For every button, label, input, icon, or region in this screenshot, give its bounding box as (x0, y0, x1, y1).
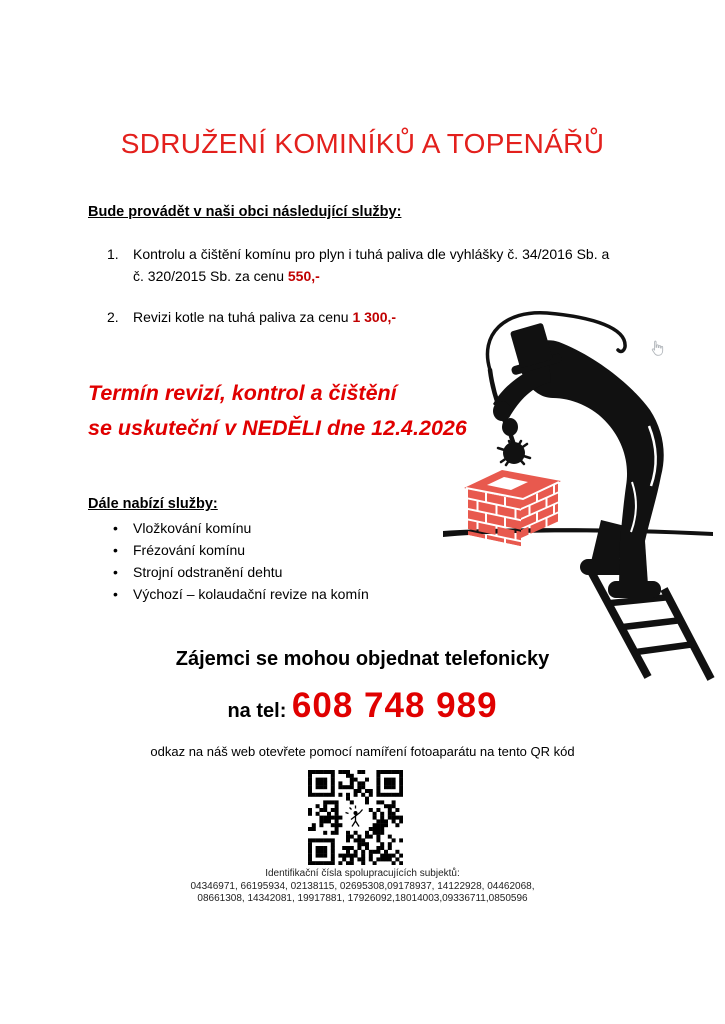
price-value: 1 300,- (352, 309, 397, 325)
item-text: Revizi kotle na tuhá paliva za cenu 1 300,- (133, 309, 397, 325)
service-item-1 (107, 243, 619, 287)
hand-cursor-icon (648, 337, 668, 361)
chimney-sweep-illustration (435, 298, 725, 683)
footer-ids (0, 868, 725, 906)
list-item (107, 539, 369, 561)
list-item-label: Frézování komínu (133, 542, 246, 558)
appointment-line-2: se uskuteční v NEDĚLI dne 12.4.2026 (88, 416, 467, 440)
bullet-icon: • (113, 542, 118, 558)
item-number: 1. (107, 246, 119, 262)
bullet-icon: • (113, 520, 118, 536)
bullet-icon: • (113, 564, 118, 580)
list-item (107, 583, 369, 605)
phone-label: na tel: (227, 700, 292, 722)
appointment-line-1: Termín revizí, kontrol a čištění (88, 381, 397, 405)
list-item-label: Vložkování komínu (133, 520, 252, 536)
page-title: SDRUŽENÍ KOMINÍKŮ A TOPENÁŘŮ (120, 128, 605, 159)
ids-header: Identifikační čísla spolupracujících subjektů: (265, 868, 460, 879)
qr-code (308, 770, 403, 865)
list-item (107, 561, 369, 583)
bullet-icon: • (113, 586, 118, 602)
list-item-label: Strojní odstranění dehtu (133, 564, 283, 580)
services-header: Bude provádět v naši obci následující služby: (88, 204, 402, 220)
order-instruction: Zájemci se mohou objednat telefonicky (175, 648, 550, 670)
list-item-label: Výchozí – kolaudační revize na komín (133, 586, 369, 602)
item-number: 2. (107, 309, 119, 325)
list-item (107, 517, 369, 539)
price-value: 550,- (287, 268, 320, 284)
qr-instruction: odkaz na náš web otevřete pomocí namíření fotoaparátu na tento QR kód (150, 744, 575, 759)
more-services-list (107, 517, 369, 605)
phone-line (0, 683, 725, 736)
ids-line: 04346971, 66195934, 02138115, 02695308,09178937, 14122928, 04462068, (190, 880, 535, 892)
phone-number: 608 748 989 (291, 686, 498, 725)
ids-line: 08661308, 14342081, 19917881, 17926092,18014003,09336711,0850596 (197, 893, 528, 904)
more-services-header: Dále nabízí služby: (88, 496, 218, 512)
item-text: Kontrolu a čištění komínu pro plyn i tuhá paliva dle vyhlášky č. 34/2016 Sb. a č. 320/2015 Sb. za cenu 550,- (133, 246, 610, 284)
